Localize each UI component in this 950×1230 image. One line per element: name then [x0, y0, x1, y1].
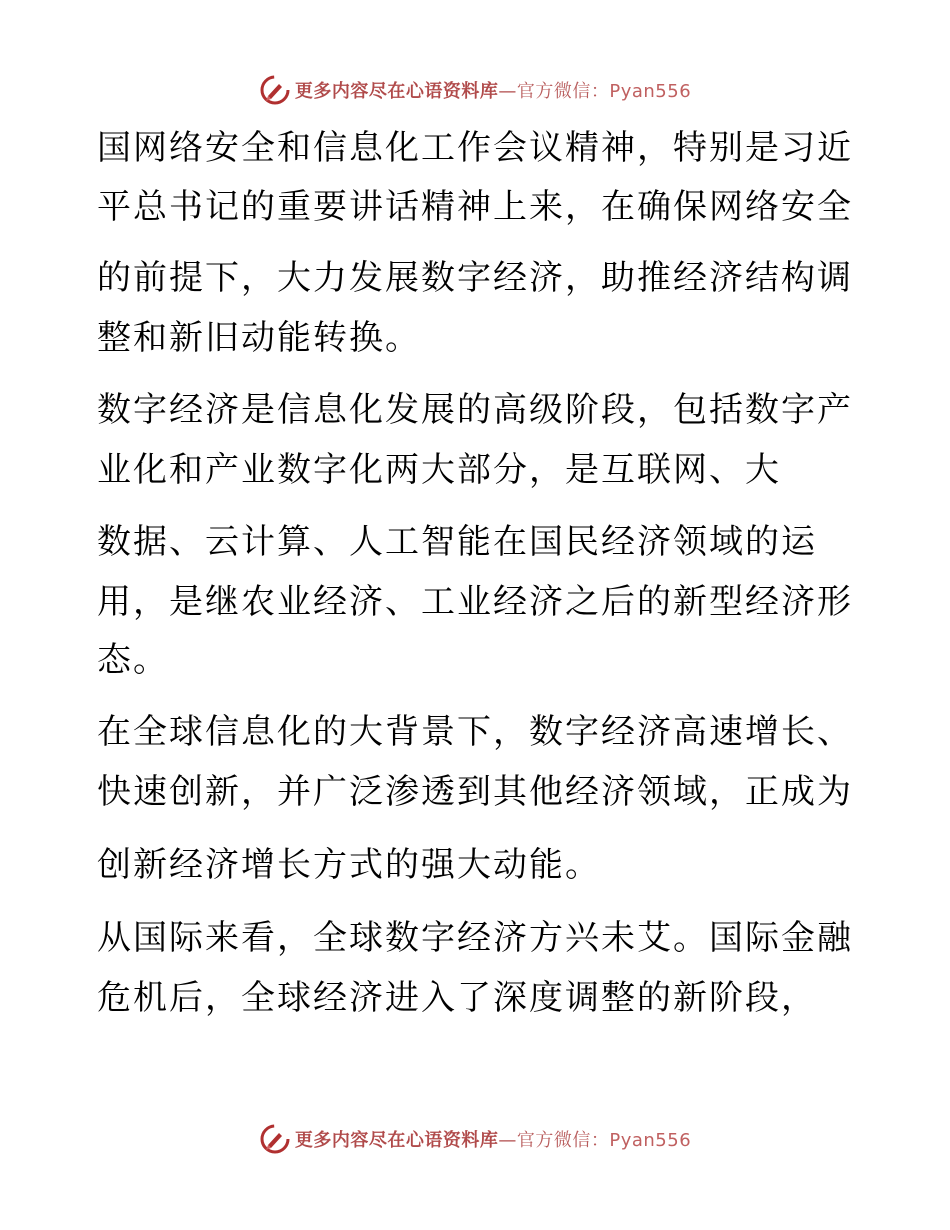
text-line: 用，是继农业经济、工业经济之后的新型经济形: [97, 582, 853, 622]
swirl-pen-logo-icon: [259, 74, 291, 106]
text-line: 态。: [97, 640, 169, 680]
text-line: 快速创新，并广泛渗透到其他经济领域，正成为: [97, 772, 853, 812]
text-line: 危机后，全球经济进入了深度调整的新阶段，: [97, 978, 817, 1018]
text-line: 创新经济增长方式的强大动能。: [97, 845, 601, 885]
header-banner: [0, 70, 950, 110]
footer-banner-contact-label: 官方微信：: [516, 1130, 610, 1151]
footer-banner-contact-handle: Pyan556: [609, 1130, 692, 1151]
footer-banner-text: [295, 1126, 691, 1152]
text-line: 平总书记的重要讲话精神上来，在确保网络安全: [97, 187, 853, 227]
text-line: 从国际来看，全球数字经济方兴未艾。国际金融: [97, 918, 853, 958]
header-banner-dash: —: [498, 81, 517, 102]
swirl-pen-logo-icon: [259, 1123, 291, 1155]
text-line: 业化和产业数字化两大部分，是互联网、大: [97, 450, 781, 490]
header-banner-contact-label: 官方微信：: [516, 81, 610, 102]
footer-banner-site: 更多内容尽在心语资料库: [294, 1130, 499, 1151]
header-banner-site: 更多内容尽在心语资料库: [294, 81, 499, 102]
text-line: 整和新旧动能转换。: [97, 318, 421, 358]
header-banner-text: [295, 77, 691, 103]
text-line: 数字经济是信息化发展的高级阶段，包括数字产: [97, 390, 853, 430]
text-line: 国网络安全和信息化工作会议精神，特别是习近: [97, 128, 853, 168]
text-line: 的前提下，大力发展数字经济，助推经济结构调: [97, 258, 853, 298]
text-line: 数据、云计算、人工智能在国民经济领域的运: [97, 522, 817, 562]
text-line: 在全球信息化的大背景下，数字经济高速增长、: [97, 712, 853, 752]
header-banner-contact-handle: Pyan556: [609, 81, 692, 102]
footer-banner: [0, 1119, 950, 1159]
footer-banner-dash: —: [498, 1130, 517, 1151]
